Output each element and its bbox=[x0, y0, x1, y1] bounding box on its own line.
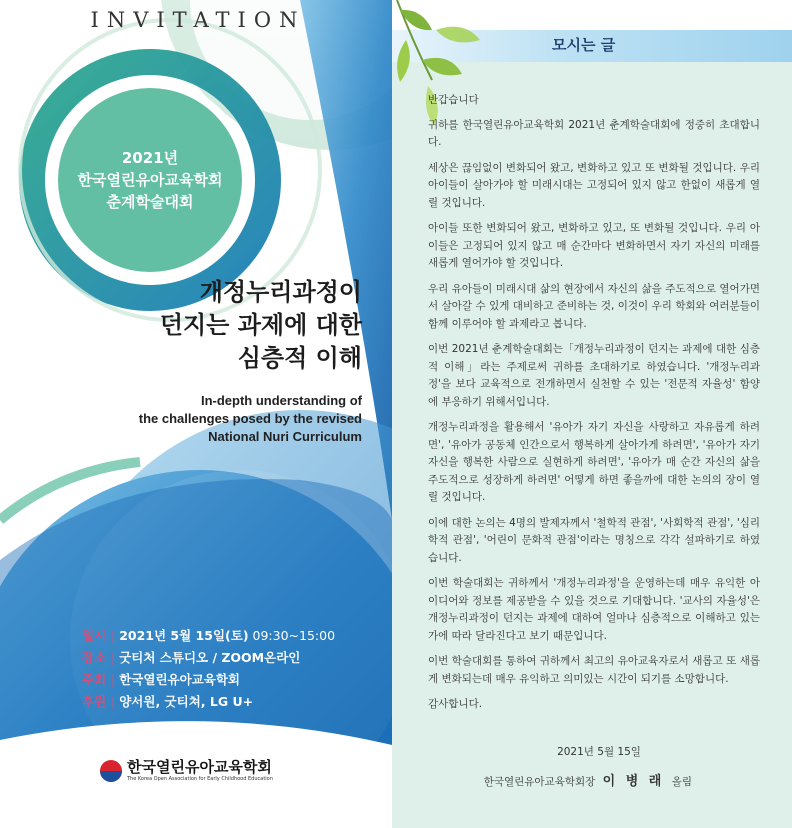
signature-name: 이 병 래 bbox=[602, 774, 665, 789]
detail-separator: | bbox=[111, 628, 116, 643]
detail-separator: | bbox=[111, 650, 116, 665]
letter-paragraph: 이번 학술대회를 통하여 귀하께서 최고의 유아교육자로서 새롭고 또 새롭게 변화되는데 매우 유익하고 의미있는 시간이 되기를 소망합니다. bbox=[428, 655, 760, 685]
letter-body bbox=[428, 92, 760, 722]
detail-time: 09:30~15:00 bbox=[252, 628, 336, 643]
detail-host bbox=[82, 670, 335, 692]
signature-suffix: 올림 bbox=[671, 776, 692, 788]
invitation-heading: INVITATION bbox=[90, 8, 306, 32]
detail-value: 한국열린유아교육학회 bbox=[119, 672, 240, 687]
letter-date: 2021년 5월 15일 bbox=[557, 746, 641, 758]
letter-paragraph: 이에 대한 논의는 4명의 발제자께서 '철학적 관점', '사회학적 관점', '심리학적 관점', '어린이 문화적 관점'이라는 명칭으로 각각 설파하기로 하였습니다. bbox=[428, 516, 760, 564]
detail-separator: | bbox=[111, 672, 116, 687]
logo-emblem-icon bbox=[100, 760, 122, 782]
english-title-line: National Nuri Curriculum bbox=[208, 429, 362, 444]
letter-paragraph: 세상은 끊임없이 변화되어 왔고, 변화하고 있고 또 변화될 것입니다. 우리 아이들이 살아가야 할 미래시대는 고정되어 있지 않고 한없이 새롭게 열릴 것입니다. bbox=[428, 161, 760, 209]
event-details bbox=[82, 626, 335, 714]
letter-title: 모시는 글 bbox=[552, 36, 616, 54]
event-badge bbox=[58, 88, 242, 272]
association-logo bbox=[100, 758, 273, 783]
invitation-letter bbox=[392, 0, 792, 828]
letter-closing: 감사합니다. bbox=[428, 698, 483, 710]
badge-year: 2021년 bbox=[121, 149, 179, 167]
letter-paragraph: 이번 2021년 춘계학술대회는「개정누리과정이 던지는 과제에 대한 심층적 이해」라는 주제로써 귀하를 초대하기로 하였습니다. '개정누리과정'을 보다 교육적으로 전개하면서 실천할 수 있는 '전문적 자율성' 함양에 부응하기 위해서입니다. bbox=[428, 343, 760, 408]
english-title-line: In-depth understanding of bbox=[200, 393, 362, 408]
detail-label: 후원 bbox=[82, 694, 107, 709]
letter-paragraph: 아이들 또한 변화되어 왔고, 변화하고 있고, 또 변화될 것입니다. 우리 아이들은 고정되어 있지 않고 매 순간마다 변화하면서 자기 자신의 미래를 새롭게 열어가야 할 것입니다. bbox=[428, 222, 760, 269]
detail-value: 양서원, 굿티쳐, LG U+ bbox=[119, 694, 254, 709]
english-title bbox=[139, 392, 362, 446]
korean-title bbox=[160, 276, 362, 375]
detail-sponsor bbox=[82, 692, 335, 714]
logo-name: 한국열린유아교육학회 bbox=[127, 758, 272, 776]
detail-label: 장소 bbox=[82, 650, 107, 665]
english-title-line: the challenges posed by the revised bbox=[138, 411, 362, 426]
detail-separator: | bbox=[111, 694, 116, 709]
letter-paragraph: 이번 학술대회는 귀하께서 '개정누리과정'을 운영하는데 매우 유익한 아이디어와 정보를 제공받을 수 있을 것으로 기대합니다. '교사의 자율성'은 개정누리과정이 던지는 과제에 대하여 얼마나 심층적으로 이해하고 있는가에 따라 달라진다고 보기 때문입니다. bbox=[428, 577, 760, 642]
detail-venue bbox=[82, 648, 335, 670]
letter-signature bbox=[484, 770, 692, 789]
detail-value: 굿티처 스튜디오 / ZOOM온라인 bbox=[119, 650, 301, 665]
letter-paragraph: 개정누리과정을 활용해서 '유아가 자기 자신을 사랑하고 자유롭게 하려면', '유아가 공동체 인간으로서 행복하게 살아가게 하려면', '유아가 자기 자신을 행복한 사람으로 실현하게 하려면', '유아가 매 순간 자신의 삶을 주도적으로 성장하게 하려면' 어떻게 하면 좋을까에 대한 논의의 장이 열릴 것입니다. bbox=[428, 421, 760, 503]
detail-date bbox=[82, 626, 335, 648]
letter-greeting: 반갑습니다 bbox=[428, 94, 479, 106]
badge-organization: 한국열린유아교육학회 bbox=[77, 171, 223, 189]
badge-event: 춘계학술대회 bbox=[106, 193, 194, 211]
detail-label: 일시 bbox=[82, 628, 107, 643]
korean-title-line: 심층적 이해 bbox=[237, 344, 362, 372]
detail-label: 주최 bbox=[82, 672, 107, 687]
korean-title-line: 개정누리과정이 bbox=[199, 278, 362, 306]
detail-value: 2021년 5월 15일(토) bbox=[119, 628, 249, 643]
letter-paragraph: 귀하를 한국열린유아교육학회 2021년 춘계학술대회에 정중히 초대합니다. bbox=[428, 118, 760, 148]
logo-subtitle: The Korea Open Association for Early Childhood Education bbox=[127, 776, 273, 782]
korean-title-line: 던지는 과제에 대한 bbox=[159, 311, 362, 339]
invitation-cover bbox=[0, 0, 392, 828]
letter-paragraph: 우리 유아들이 미래시대 삶의 현장에서 자신의 삶을 주도적으로 열어가면서 살아갈 수 있게 대비하고 준비하는 것, 이것이 우리 학회와 여러분들이 함께 이루어야 할 과제라고 봅니다. bbox=[428, 282, 760, 330]
signature-title: 한국열린유아교육학회장 bbox=[483, 776, 596, 788]
